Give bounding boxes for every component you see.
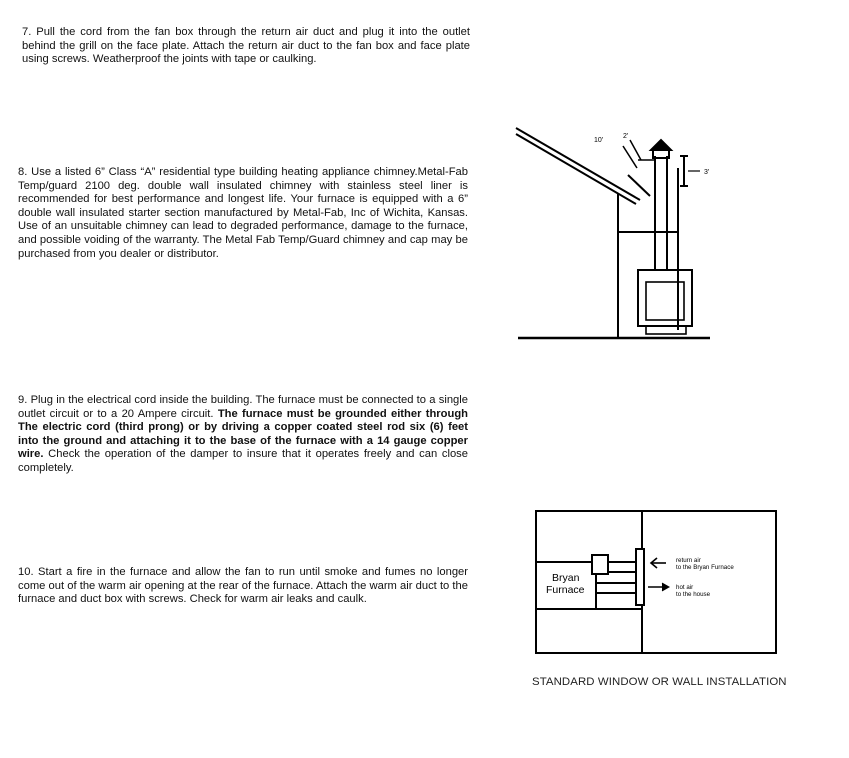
hot-air-label: hot air [676,584,694,591]
step-9-intro: 9. Plug in the electrical cord inside the building. The furnace must be connected to a single outlet circuit or to a 20 Ampere circuit. [18,394,468,420]
roof-line-top [516,128,640,200]
furnace-base [646,326,686,334]
chimney-clearance-diagram [510,120,720,350]
step-10-text: 10. Start a fire in the furnace and allow the fan to run until smoke and fumes no longer come out of the warm air opening at the rear of the furnace. Attach the warm air duct to the furnace and duct box with screws. Check for warm air leaks and caulk. [18,566,468,606]
step-7-text: 7. Pull the cord from the fan box through the return air duct and plug it into the outlet behind the grill on the face plate. Attach the return air duct to the fan box and face plate using screws. Weatherproof the joints with tape or caulking. [22,26,470,66]
label-10ft: 10' [594,137,604,144]
label-3ft: 3' [704,169,710,176]
window-installation-caption: STANDARD WINDOW OR WALL INSTALLATION [532,676,787,688]
step-9-outro: Check the operation of the damper to insure that it operates freely and can close completely. [18,448,468,474]
label-2ft: 2' [623,133,629,140]
flashing-line [628,175,650,196]
chimney-cap [651,140,671,150]
return-air-destination-label: to the Bryan Furnace [676,564,734,571]
window-installation-diagram [530,505,780,665]
furnace-label-furnace: Furnace [546,584,585,596]
step-8-text: 8. Use a listed 6” Class “A” residential type building heating appliance chimney.Metal-Fab Temp/guard 2100 deg. double wall insulated chimney with stainless steel liner is recommended for best performance and longest life. Your furnace is equipped with a 6” double wall insulated starter section manufactured by Metal-Fab, Inc of Wichita, Kansas. Use of an unsuitable chimney can lead to degraded performance, damage to the furnace, and possible voiding of the warranty. The Metal Fab Temp/Guard chimney and cap may be purchased from you dealer or distributor. [18,166,468,260]
roof-line-bottom [516,134,636,204]
return-air-label: return air [676,557,701,564]
furnace-label-bryan: Bryan [552,572,580,584]
hot-air-destination-label: to the house [676,591,711,598]
fan-box [592,555,608,574]
step-9-grounding-warning: The furnace must be grounded either through The electric cord (third prong) or by driving a copper coated steel rod six (6) feet into the ground and attaching it to the base of the furnace with a 14 gauge copper wire. [18,407,468,461]
clearance-arrow-2ft [630,140,641,160]
step-9-text [18,394,468,476]
face-plate [636,549,644,605]
